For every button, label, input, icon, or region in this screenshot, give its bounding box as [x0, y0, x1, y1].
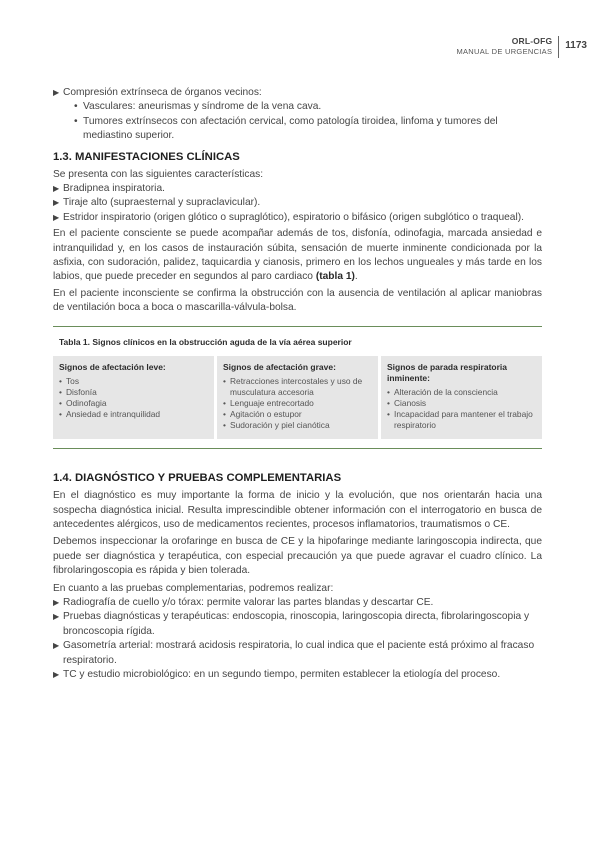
- paragraph: Debemos inspeccionar la orofaringe en busca de CE y la hipofaringe mediante laringoscopia indirecta, que puede ser diagnóstica y terapéutica, con especial precaución ya que puede agravar el cuadro clínico. La fibrolaringoscopia es rápida y bien tolerada.: [53, 536, 542, 577]
- list-item: [53, 86, 542, 100]
- triangle-bullet-icon: ▶: [53, 198, 60, 208]
- table-1: [53, 326, 542, 449]
- table-item: • Retracciones intercostales y uso de musculatura accesoria: [223, 376, 363, 398]
- table-item: • Alteración de la consciencia: [387, 387, 498, 398]
- list-item: [53, 211, 542, 225]
- table-item: • Disfonía: [59, 387, 97, 398]
- table-item: • Cianosis: [387, 398, 427, 409]
- table-columns: [53, 356, 542, 439]
- section-heading: 1.4. DIAGNÓSTICO Y PRUEBAS COMPLEMENTARIAS: [53, 472, 342, 485]
- column-header: Signos de parada respiratoria inminente:: [387, 362, 507, 384]
- list-item-text: Estridor inspiratorio (origen glótico o supraglótico), espiratorio o bifásico (origen subglótico o traqueal).: [63, 211, 524, 223]
- table-column-imminent-arrest: [381, 356, 542, 439]
- paragraph: En cuanto a las pruebas complementarias, podremos realizar:: [53, 582, 334, 594]
- column-header: Signos de afectación leve:: [59, 362, 166, 373]
- triangle-bullet-icon: ▶: [53, 212, 60, 222]
- paragraph: [53, 227, 542, 285]
- triangle-bullet-icon: ▶: [53, 597, 60, 607]
- list-item-text: Radiografía de cuello y/o tórax: permite valorar las partes blandas y descartar CE.: [63, 596, 434, 608]
- list-item: [53, 610, 542, 639]
- list-item-text: Compresión extrínseca de órganos vecinos:: [63, 87, 262, 98]
- table-item: • Ansiedad e intranquilidad: [59, 409, 161, 420]
- page-header: [456, 36, 587, 58]
- table-item: • Lenguaje entrecortado: [223, 398, 314, 409]
- page-number: 1173: [558, 36, 587, 58]
- list-item: [53, 668, 542, 682]
- table-item: • Tos: [59, 376, 80, 387]
- paragraph: En el paciente inconsciente se confirma la obstrucción con la ausencia de ventilación al aplicar maniobras de ventilación boca a boca o mascarilla-válvula-bolsa.: [53, 287, 542, 314]
- table-item: • Incapacidad para mantener el trabajo respiratorio: [387, 409, 533, 431]
- column-header: Signos de afectación grave:: [223, 362, 336, 373]
- sub-list-item: [53, 115, 542, 144]
- header-title: ORL-OFG: [511, 36, 553, 46]
- table-item: • Agitación o estupor: [223, 409, 302, 420]
- paragraph-text: En el paciente consciente se puede acompañar además de tos, disfonía, odinofagia, marcada ansiedad e intranquilidad y, en los casos de instauración súbita, sensación de muerte inminente condicionada por la asfixia, con sudoración, palidez, taquicardia y cianosis, primero en los lechos ungueales y más tarde en los labios, que puede preceder en segundos al paro cardiaco: [53, 228, 542, 283]
- table-title: Tabla 1. Signos clínicos en la obstrucción aguda de la vía aérea superior: [59, 336, 352, 347]
- paragraph: Se presenta con las siguientes características:: [53, 168, 264, 180]
- triangle-bullet-icon: ▶: [53, 184, 60, 194]
- list-item-text: Gasometría arterial: mostrará acidosis respiratoria, lo cual indica que el paciente está próximo al fracaso respiratorio.: [63, 640, 535, 666]
- list-item-text: Pruebas diagnósticas y terapéuticas: endoscopia, rinoscopia, laringoscopia directa, fibrolaringoscopia y broncoscopia rígida.: [63, 611, 530, 637]
- dot-bullet-icon: •: [74, 101, 78, 113]
- header-subtitle: MANUAL DE URGENCIAS: [456, 47, 553, 56]
- list-item-text: Tiraje alto (supraesternal y supraclavicular).: [63, 197, 261, 209]
- list-item: [53, 182, 542, 196]
- sub-list-item: [53, 100, 542, 114]
- page-content: [53, 86, 542, 682]
- table-item: • Sudoración y piel cianótica: [223, 420, 330, 431]
- list-item: [53, 639, 542, 668]
- triangle-bullet-icon: ▶: [53, 641, 60, 651]
- table-reference-link[interactable]: (tabla 1): [315, 271, 355, 283]
- dot-bullet-icon: •: [74, 115, 78, 127]
- paragraph: En el diagnóstico es muy importante la forma de inicio y la evolución, que nos orientarán hacia una sospecha diagnóstica inicial. Resulta imprescindible obtener información con el interrogatorio en busca de antecedentes alérgicos, uso de medicamentos recientes, procesos inflamatorios, traumatismos o CE.: [53, 490, 542, 530]
- table-column-severe: [217, 356, 378, 439]
- table-item: • Odinofagia: [59, 398, 107, 409]
- table-column-mild: [53, 356, 214, 439]
- section-heading: 1.3. MANIFESTACIONES CLÍNICAS: [53, 150, 240, 163]
- list-item: [53, 196, 542, 210]
- list-item-text: Tumores extrínsecos con afectación cervical, como patología tiroidea, linfoma y tumores del mediastino superior.: [83, 115, 498, 142]
- header-labels: [456, 36, 558, 57]
- list-item: [53, 596, 542, 610]
- list-item-text: TC y estudio microbiológico: en un segundo tiempo, permiten establecer la etiología del proceso.: [63, 668, 501, 680]
- triangle-bullet-icon: ▶: [53, 88, 60, 97]
- paragraph-end: .: [354, 271, 358, 283]
- triangle-bullet-icon: ▶: [53, 612, 60, 622]
- list-item-text: Bradipnea inspiratoria.: [63, 183, 165, 195]
- list-item-text: Vasculares: aneurismas y síndrome de la vena cava.: [83, 101, 322, 113]
- triangle-bullet-icon: ▶: [53, 669, 60, 679]
